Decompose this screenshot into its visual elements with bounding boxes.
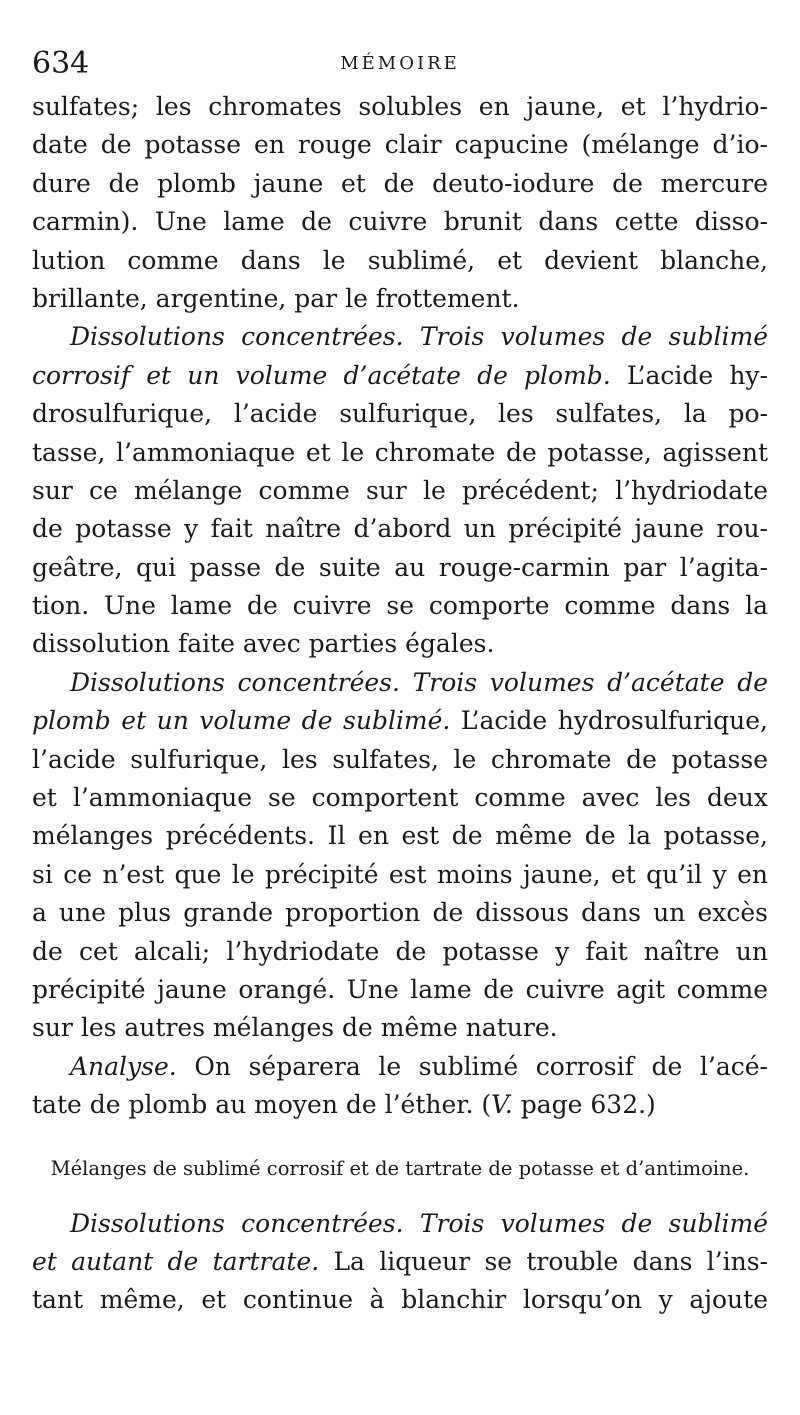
line-text: carmin). Une lame de cuivre brunit dans cette disso-: [32, 207, 768, 237]
text-line: [32, 549, 768, 587]
text-line: [32, 664, 768, 702]
italic-text: Analyse.: [70, 1051, 177, 1081]
body-text: [32, 88, 768, 1125]
line-text: geâtre, qui passe de suite au rouge-carmin par l’agita-: [32, 552, 768, 582]
text-line: [32, 203, 768, 241]
text-line: [32, 1009, 768, 1047]
text-line: [32, 741, 768, 779]
text-line: [32, 242, 768, 280]
text-line: [32, 280, 768, 318]
line-text: si ce n’est que le précipité est moins jaune, et qu’il y en: [32, 859, 768, 889]
text-line: [32, 625, 768, 663]
line-text: La liqueur se trouble dans l’ins-: [319, 1246, 768, 1276]
line-text: date de potasse en rouge clair capucine (mélange d’io-: [32, 130, 768, 160]
line-text: dissolution faite avec parties égales.: [32, 629, 495, 659]
italic-text: Dissolutions concentrées. Trois volumes d’acétate de: [70, 667, 768, 697]
line-text: a une plus grande proportion de dissous dans un excès: [32, 898, 768, 928]
text-line: [32, 434, 768, 472]
line-text: précipité jaune orangé. Une lame de cuivre agit comme: [32, 974, 768, 1004]
line-text: l’acide sulfurique, les sulfates, le chromate de potasse: [32, 744, 768, 774]
text-line: [32, 587, 768, 625]
line-text: brillante, argentine, par le frottement.: [32, 283, 520, 313]
running-title: MÉMOIRE: [340, 53, 460, 74]
text-line: [32, 1243, 768, 1281]
line-text: dure de plomb jaune et de deuto-iodure de mercure: [32, 168, 768, 198]
italic-text: Dissolutions concentrées. Trois volumes de sublimé: [70, 1208, 768, 1238]
text-line: [32, 856, 768, 894]
line-text: tate de plomb au moyen de l’éther. (: [32, 1090, 492, 1120]
text-line: [32, 779, 768, 817]
line-text: sur ce mélange comme sur le précédent; l’hydriodate: [32, 475, 768, 505]
italic-text: plomb et un volume de sublimé.: [32, 706, 451, 736]
page-number: 634: [32, 46, 90, 81]
italic-text: et autant de tartrate.: [32, 1246, 320, 1276]
text-line: [32, 318, 768, 356]
line-text: sur les autres mélanges de même nature.: [32, 1013, 558, 1043]
line-text: de potasse y fait naître d’abord un précipité jaune rou-: [32, 514, 768, 544]
text-line: [32, 817, 768, 855]
line-text: page 632.): [512, 1090, 656, 1120]
text-line: [32, 894, 768, 932]
text-line: [32, 933, 768, 971]
line-text: et l’ammoniaque se comportent comme avec les deux: [32, 783, 768, 813]
italic-text: Dissolutions concentrées. Trois volumes de sublimé: [70, 322, 768, 352]
line-text: On séparera le sublimé corrosif de l’acé-: [176, 1051, 768, 1081]
line-text: mélanges précédents. Il en est de même de la potasse,: [32, 821, 768, 851]
body-text-continued: [32, 1205, 768, 1320]
line-text: L’acide hy-: [610, 360, 768, 390]
line-text: sulfates; les chromates solubles en jaune, et l’hydrio-: [32, 92, 768, 121]
text-line: [32, 510, 768, 548]
line-text: drosulfurique, l’acide sulfurique, les sulfates, la po-: [32, 399, 768, 429]
text-line: [32, 1086, 768, 1124]
text-line: [32, 472, 768, 510]
text-line: [32, 165, 768, 203]
line-text: L’acide hydrosulfurique,: [450, 706, 768, 736]
page-header: [32, 38, 768, 88]
line-text: tant même, et continue à blanchir lorsqu’on y ajoute: [32, 1285, 768, 1315]
text-line: [32, 1281, 768, 1319]
text-line: [32, 971, 768, 1009]
section-heading: Mélanges de sublimé corrosif et de tartrate de potasse et d’antimoine.: [50, 1156, 750, 1180]
line-text: lution comme dans le sublimé, et devient blanche,: [32, 245, 768, 275]
text-line: [32, 1048, 768, 1086]
italic-text: corrosif et un volume d’acétate de plomb.: [32, 360, 611, 390]
text-line: [32, 126, 768, 164]
line-text: tasse, l’ammoniaque et le chromate de potasse, agissent: [32, 437, 768, 467]
text-line: [32, 702, 768, 740]
text-line: [32, 1205, 768, 1243]
text-line: [32, 395, 768, 433]
line-text: tion. Une lame de cuivre se comporte comme dans la: [32, 591, 768, 621]
text-line: [32, 88, 768, 126]
line-text: de cet alcali; l’hydriodate de potasse y fait naître un: [32, 936, 768, 966]
text-line: [32, 357, 768, 395]
italic-text: V.: [491, 1090, 513, 1120]
